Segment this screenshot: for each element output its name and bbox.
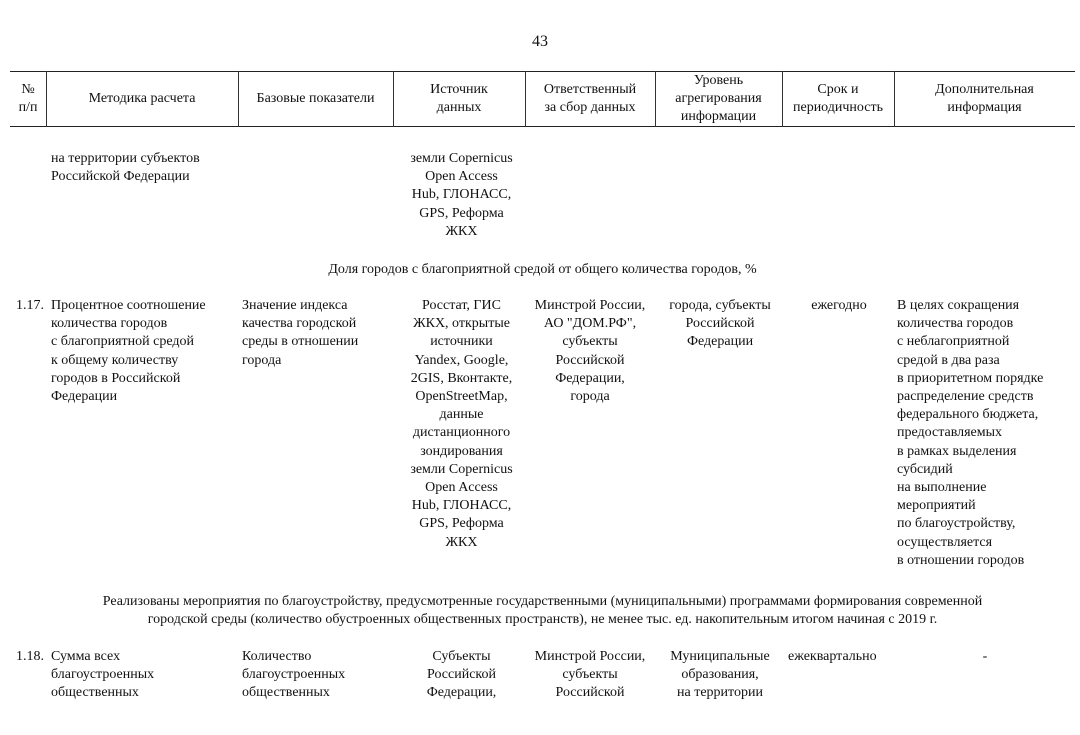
row-base: Значение индекса качества городской среды в отношении города	[242, 298, 359, 368]
header-base: Базовые показатели	[256, 91, 375, 106]
header-method: Методика расчета	[88, 91, 196, 106]
row-extra: В целях сокращения количества городов с неблагоприятной средой в два раза в приоритетном порядке распределение средств федерального бюджета, предоставляемых в рамках выделения субсидий на выполнение мероприятий по благоустройству, осуществляется в отношении городов	[897, 298, 1044, 568]
header-period: Срок и периодичность	[792, 82, 883, 115]
row-method: Сумма всех благоустроенных общественных	[51, 649, 155, 701]
row-period: ежегодно	[811, 298, 867, 313]
table-header	[10, 71, 1075, 127]
continuation-source: земли Copernicus Open Access Hub, ГЛОНАСС, GPS, Реформа ЖКХ	[410, 151, 513, 239]
header-num: № п/п	[18, 82, 38, 115]
row-base: Количество благоустроенных общественных	[242, 649, 346, 701]
row-source: Субъекты Российской Федерации,	[426, 649, 497, 701]
row-method: Процентное соотношение количества городов с благоприятной средой к общему количеству городов в Российской Федерации	[51, 298, 206, 405]
row-level: Муниципальные образования, на территории	[670, 649, 770, 701]
section-title: Доля городов с благоприятной средой от общего количества городов, %	[328, 262, 757, 277]
header-level: Уровень агрегирования информации	[675, 73, 762, 124]
row-period: ежеквартально	[788, 649, 877, 664]
row-responsible: Минстрой России, АО "ДОМ.РФ", субъекты Российской Федерации, города	[534, 298, 646, 405]
page-number: 43	[532, 33, 548, 50]
row-source: Росстат, ГИС ЖКХ, открытые источники Yandex, Google, 2GIS, Вконтакте, OpenStreetMap, данные дистанционного зондирования земли Copernicus Open Access Hub, ГЛОНАСС, GPS, Реформа ЖКХ	[410, 298, 513, 550]
header-source: Источник данных	[430, 82, 488, 115]
row-extra: -	[982, 649, 988, 664]
header-responsible: Ответственный за сбор данных	[543, 82, 637, 115]
row-number: 1.17.	[16, 298, 44, 313]
row-level: города, субъекты Российской Федерации	[669, 298, 771, 350]
row-number: 1.18.	[16, 649, 44, 664]
header-extra: Дополнительная информация	[935, 82, 1034, 115]
row-responsible: Минстрой России, субъекты Российской	[534, 649, 646, 701]
continuation-method: на территории субъектов Российской Федерации	[51, 151, 200, 185]
section-title: Реализованы мероприятия по благоустройству, предусмотренные государственными (муниципальными) программами формирования современной городской среды (количество обустроенных общественных пространств), не менее тыс. ед. накопительным итогом начиная с 2019 г.	[102, 594, 983, 628]
